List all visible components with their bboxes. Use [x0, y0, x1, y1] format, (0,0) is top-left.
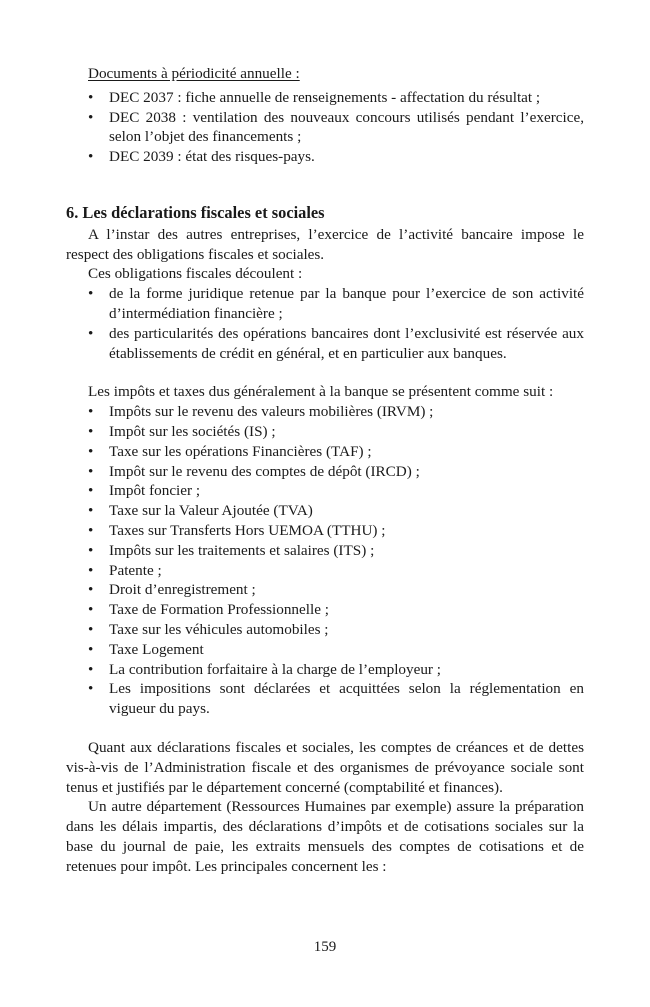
annual-docs-heading: Documents à périodicité annuelle :: [88, 65, 300, 82]
list-item: • Impôts sur les traitements et salaires (ITS) ;: [66, 541, 584, 561]
list-item: • Droit d’enregistrement ;: [66, 580, 584, 600]
taxes-list: [66, 402, 584, 719]
spacer: [66, 363, 584, 382]
list-item: • DEC 2037 : fiche annuelle de renseignements - affectation du résultat ;: [66, 88, 584, 108]
hr-paragraph: Un autre département (Ressources Humaines par exemple) assure la préparation dans les délais impartis, des déclarations d’impôts et de cotisations sociales sur la base du journal de paie, les extraits mensuels des comptes de cotisations et de retenues pour impôt. Les principales concernent les :: [66, 798, 584, 875]
list-item: • Taxe Logement: [66, 640, 584, 660]
list-item: • Taxe sur la Valeur Ajoutée (TVA): [66, 501, 584, 521]
list-item: • Impôts sur le revenu des valeurs mobilières (IRVM) ;: [66, 402, 584, 422]
list-item: • DEC 2039 : état des risques-pays.: [66, 147, 584, 167]
list-item: • Impôt sur les sociétés (IS) ;: [66, 422, 584, 442]
declarations-paragraph: Quant aux déclarations fiscales et sociales, les comptes de créances et de dettes vis-à-vis de l’Administration fiscale et des organismes de prévoyance sociale sont tenus et justifiés par le département concerné (comptabilité et finances).: [66, 738, 584, 796]
obligations-list: [66, 284, 584, 363]
list-item: • Taxes sur Transferts Hors UEMOA (TTHU) ;: [66, 521, 584, 541]
list-item: • Patente ;: [66, 561, 584, 581]
spacer: [66, 719, 584, 738]
list-item: • de la forme juridique retenue par la banque pour l’exercice de son activité d’intermédiation financière ;: [66, 284, 584, 324]
list-item: • Impôt foncier ;: [66, 481, 584, 501]
list-item: • DEC 2038 : ventilation des nouveaux concours utilisés pendant l’exercice, selon l’objet des financements ;: [66, 108, 584, 148]
taxes-lead: Les impôts et taxes dus généralement à la banque se présentent comme suit :: [88, 383, 554, 401]
list-item: • des particularités des opérations bancaires dont l’exclusivité est réservée aux établissements de crédit en général, et en particulier aux banques.: [66, 324, 584, 364]
document-page: [66, 64, 584, 876]
obligations-lead: Ces obligations fiscales découlent :: [88, 265, 303, 283]
list-item: • Taxe de Formation Professionnelle ;: [66, 600, 584, 620]
section-title: 6. Les déclarations fiscales et sociales: [66, 202, 325, 222]
intro-paragraph: A l’instar des autres entreprises, l’exercice de l’activité bancaire impose le respect des obligations fiscales et sociales.: [66, 225, 584, 263]
list-item: • Taxe sur les opérations Financières (TAF) ;: [66, 442, 584, 462]
page-number: 159: [313, 939, 337, 955]
list-item: • La contribution forfaitaire à la charge de l’employeur ;: [66, 660, 584, 680]
list-item: • Les impositions sont déclarées et acquittées selon la réglementation en vigueur du pays.: [66, 679, 584, 719]
list-item: • Taxe sur les véhicules automobiles ;: [66, 620, 584, 640]
annual-docs-list: [66, 88, 584, 167]
list-item: • Impôt sur le revenu des comptes de dépôt (IRCD) ;: [66, 462, 584, 482]
